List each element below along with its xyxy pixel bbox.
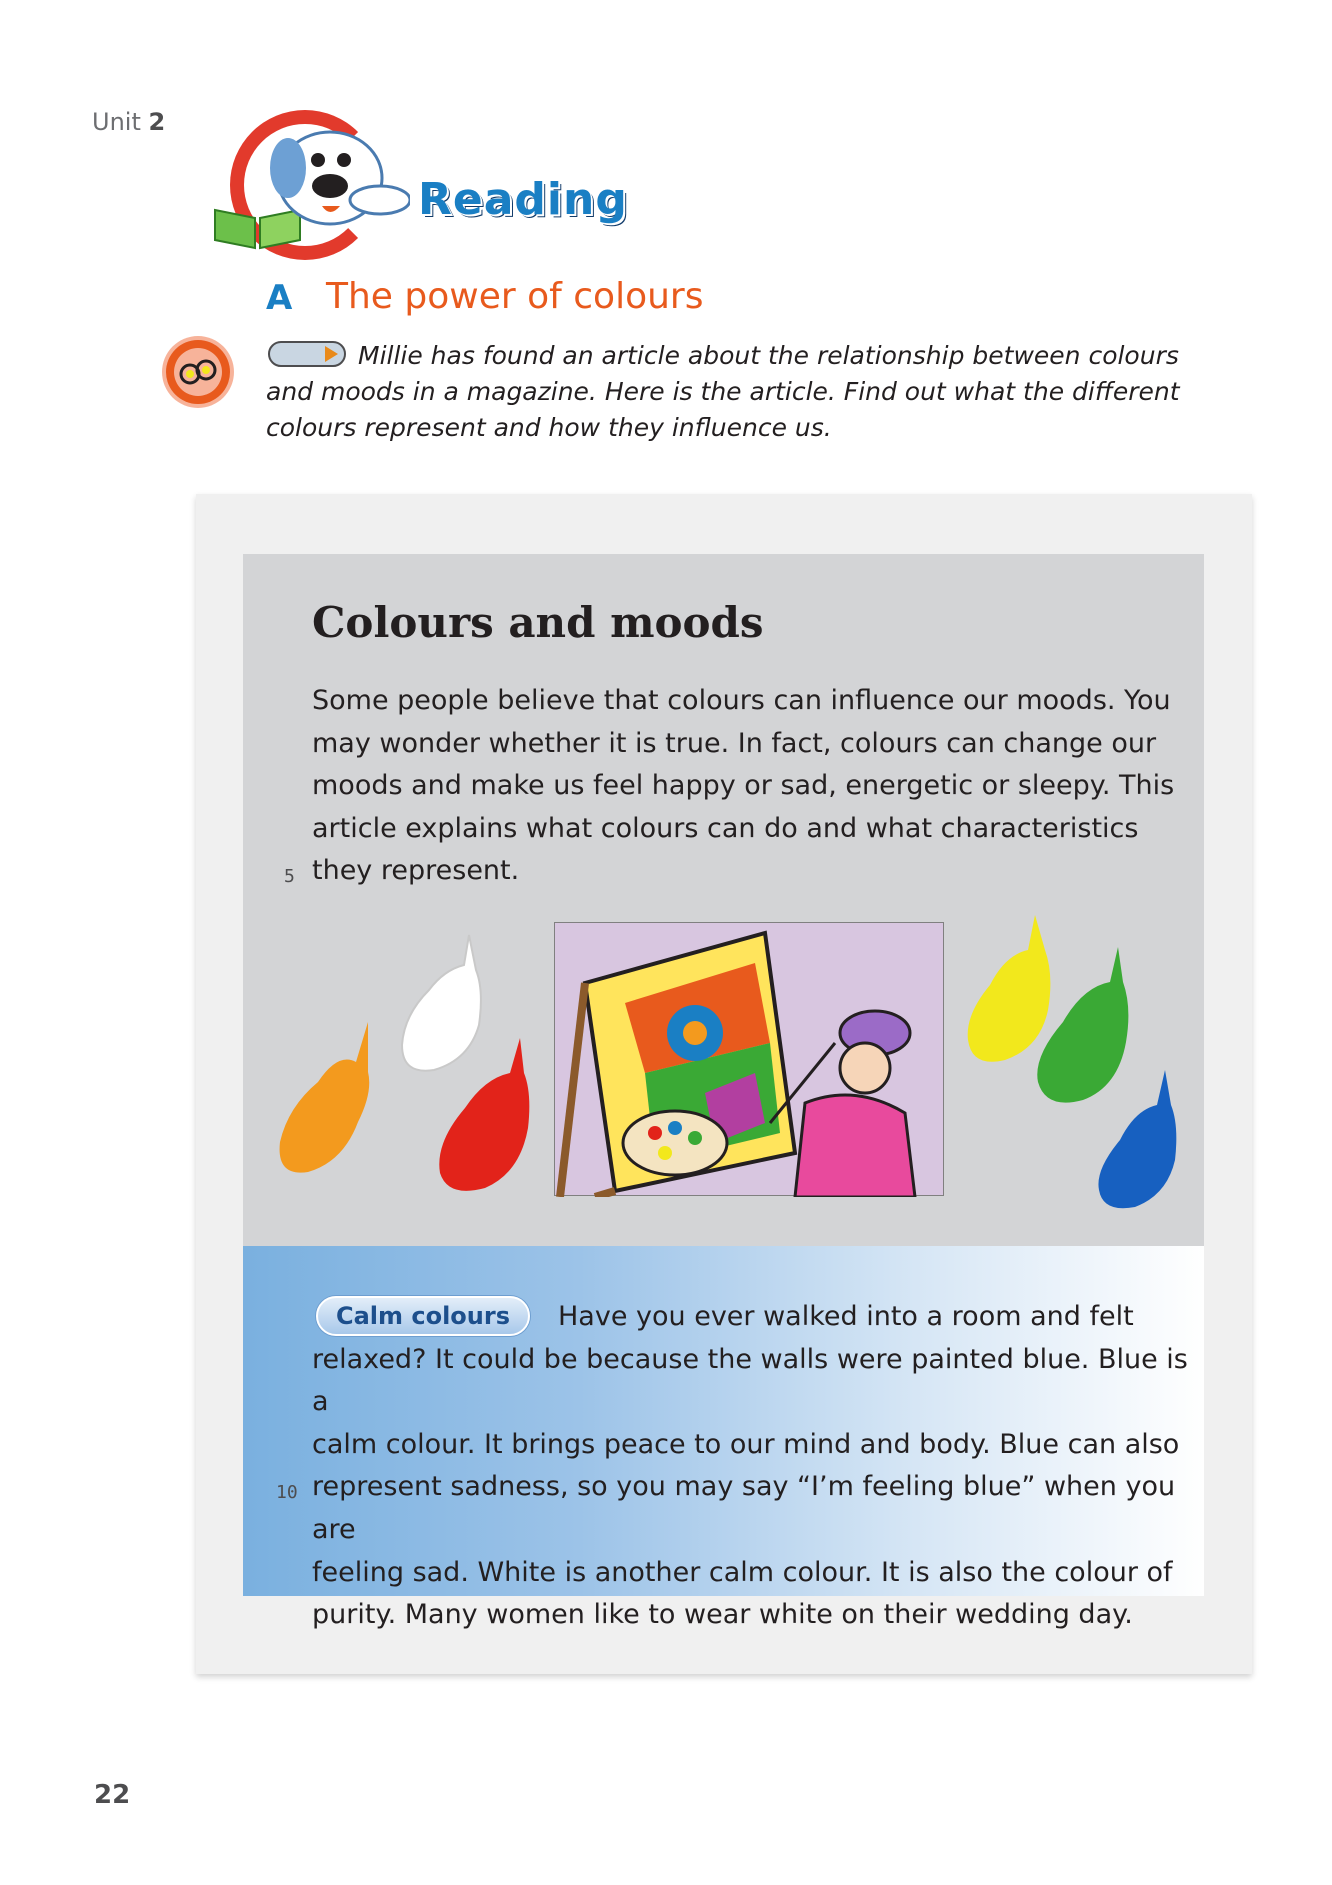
calm-line: relaxed? It could be because the walls were painted blue. Blue is a: [312, 1343, 1188, 1418]
unit-label: Unit 2: [92, 108, 166, 136]
intro-line: article explains what colours can do and what characteristics: [312, 812, 1139, 844]
calm-line: calm colour. It brings peace to our mind and body. Blue can also: [312, 1428, 1180, 1460]
intro-line: Some people believe that colours can influence our moods. You: [312, 685, 1171, 716]
calm-line: purity. Many women like to wear white on their wedding day.: [312, 1599, 1133, 1631]
calm-line: Have you ever walked into a room and felt: [558, 1301, 1134, 1332]
blue-paint-splash: [1085, 1065, 1185, 1215]
line-number: 10: [276, 1482, 298, 1503]
intro-line: they represent.: [312, 855, 520, 887]
calm-colours-paragraph: [312, 1296, 1192, 1637]
instructions-text: Millie has found an article about the relationship between colours and moods in a magazine. Here is the article. Find out what the different colours represent and how they influence us.: [266, 341, 1180, 442]
dog-mascot-icon: [260, 118, 410, 238]
article-intro-paragraph: [312, 680, 1192, 893]
article-title: Colours and moods: [312, 598, 764, 647]
calm-line: feeling sad. White is another calm colour. It is also the colour of: [312, 1556, 1173, 1588]
orange-paint-splash: [268, 1012, 388, 1182]
calm-colours-label: Calm colours: [316, 1296, 530, 1336]
headphones-icon: [166, 340, 230, 404]
artist-painting-image: [555, 923, 945, 1197]
intro-line: moods and make us feel happy or sad, energetic or sleepy. This: [312, 770, 1175, 802]
section-name: Reading: [418, 174, 628, 225]
painter-illustration: [554, 922, 944, 1196]
calm-line: represent sadness, so you may say “I’m feeling blue” when you are: [312, 1471, 1176, 1545]
line-number: 5: [284, 866, 295, 887]
cd-audio-icon[interactable]: [166, 340, 230, 404]
section-letter: A: [266, 278, 293, 318]
intro-line: may wonder whether it is true. In fact, colours can change our: [312, 727, 1157, 759]
red-paint-splash: [420, 1028, 540, 1198]
page-number: 22: [94, 1780, 131, 1810]
section-title: The power of colours: [326, 276, 704, 317]
